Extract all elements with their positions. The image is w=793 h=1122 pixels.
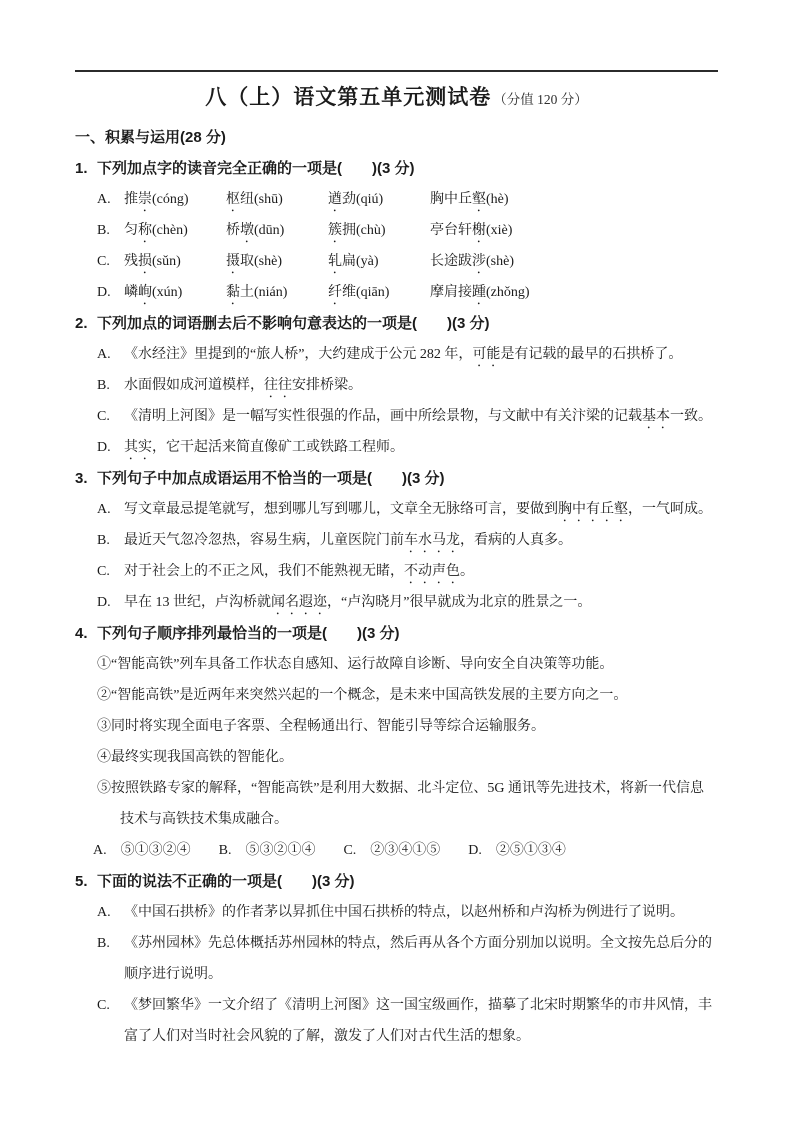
text-segment: 《苏州园林》先总体概括苏州园林的特点，然后再从各个方面分别加以说明。全文按先总后分的顺序进行说明。 bbox=[124, 936, 712, 982]
text-segment: (shè) bbox=[486, 254, 514, 269]
option-line bbox=[75, 897, 718, 928]
pronunciation-column bbox=[328, 184, 430, 215]
question-1 bbox=[75, 153, 718, 308]
text-segment: (sǔn) bbox=[152, 254, 181, 269]
option-line bbox=[75, 556, 718, 587]
emphasis-dotted-text: 不动声色 bbox=[404, 564, 460, 579]
pronunciation-column bbox=[328, 277, 430, 308]
text-segment: ②“智能高铁”是近两年来突然兴起的一个概念，是未来中国高铁发展的主要方向之一。 bbox=[97, 688, 628, 703]
option-text bbox=[124, 928, 718, 990]
pronunciation-column bbox=[226, 246, 328, 277]
text-segment: 维(qiān) bbox=[342, 285, 390, 300]
question-3 bbox=[75, 463, 718, 618]
text-segment: 土(nián) bbox=[240, 285, 288, 300]
text-segment: 劲(qiú) bbox=[342, 192, 384, 207]
text-segment: 一致。 bbox=[670, 409, 712, 424]
section-heading: 一、积累与运用(28 分) bbox=[75, 129, 226, 146]
emphasis-dotted-text: 摄 bbox=[226, 254, 240, 269]
option-label: C. bbox=[97, 254, 110, 269]
text-segment: ④最终实现我国高铁的智能化。 bbox=[97, 750, 293, 765]
text-segment: 扁(yà) bbox=[342, 254, 379, 269]
pronunciation-column bbox=[328, 215, 430, 246]
header-divider bbox=[75, 70, 718, 72]
pronunciation-column bbox=[430, 277, 532, 308]
pronunciation-column bbox=[430, 246, 532, 277]
emphasis-dotted-text: 基本 bbox=[642, 409, 670, 424]
pronunciation-column bbox=[328, 246, 430, 277]
text-segment: ①“智能高铁”列车具备工作状态自感知、运行故障自诊断、导向安全自决策等功能。 bbox=[97, 657, 614, 672]
text-segment: 长途跋 bbox=[430, 254, 472, 269]
option-label: B. bbox=[97, 936, 110, 951]
option-text bbox=[124, 184, 718, 215]
text-segment: (cóng) bbox=[152, 192, 189, 207]
emphasis-dotted-text: 轧 bbox=[328, 254, 342, 269]
option-line bbox=[75, 215, 718, 246]
question-stem bbox=[75, 866, 718, 897]
option-text bbox=[124, 401, 718, 432]
text-segment: 纽(shū) bbox=[240, 192, 283, 207]
text-segment: ，一气呵成。 bbox=[628, 502, 712, 517]
option-text bbox=[124, 246, 718, 277]
emphasis-dotted-text: 闻名遐迩 bbox=[271, 595, 327, 610]
option-label: B. bbox=[97, 378, 110, 393]
text-segment: 推 bbox=[124, 192, 138, 207]
text-segment: 取(shè) bbox=[240, 254, 282, 269]
question-stem-text: 下列句子顺序排列最恰当的一项是( )(3 分) bbox=[97, 625, 400, 642]
pronunciation-column bbox=[124, 215, 226, 246]
option-text bbox=[124, 339, 718, 370]
text-segment: A. ⑤①③②④ B. ⑤③②①④ C. ②③④①⑤ D. ②⑤①③④ bbox=[93, 843, 566, 858]
question-stem bbox=[75, 153, 718, 184]
answer-choices-row bbox=[75, 835, 718, 866]
option-label: C. bbox=[97, 409, 110, 424]
emphasis-dotted-text: 车水马龙 bbox=[404, 533, 460, 548]
pronunciation-column bbox=[430, 184, 532, 215]
option-text bbox=[124, 277, 718, 308]
text-segment: 残 bbox=[124, 254, 138, 269]
option-line bbox=[75, 401, 718, 432]
text-segment: (xún) bbox=[152, 285, 183, 300]
question-stem-text: 下列加点字的读音完全正确的一项是( )(3 分) bbox=[97, 160, 415, 177]
option-line bbox=[75, 587, 718, 618]
question-number: 1. bbox=[75, 160, 88, 177]
pronunciation-column bbox=[226, 215, 328, 246]
text-segment: 亭台轩 bbox=[430, 223, 472, 238]
emphasis-dotted-text: 壑 bbox=[472, 192, 486, 207]
paper-score-note: （分值 120 分） bbox=[493, 92, 588, 107]
question-stem-text: 下列加点的词语删去后不影响句意表达的一项是( )(3 分) bbox=[97, 315, 490, 332]
text-segment: 《清明上河图》是一幅写实性很强的作品，画中所绘景物，与文献中有关汴梁的记载 bbox=[124, 409, 642, 424]
text-segment: 最近天气忽冷忽热，容易生病，儿童医院门前 bbox=[124, 533, 404, 548]
option-text bbox=[124, 432, 718, 463]
question-stem bbox=[75, 618, 718, 649]
question-stem bbox=[75, 308, 718, 339]
question-number: 4. bbox=[75, 625, 88, 642]
question-4 bbox=[75, 618, 718, 866]
text-segment: 水面假如成河道模样， bbox=[124, 378, 264, 393]
numbered-sentence bbox=[75, 649, 718, 680]
question-number: 3. bbox=[75, 470, 88, 487]
pronunciation-column bbox=[124, 246, 226, 277]
text-segment: 胸中丘 bbox=[430, 192, 472, 207]
option-text bbox=[124, 897, 718, 928]
emphasis-dotted-text: 簇 bbox=[328, 223, 342, 238]
option-line bbox=[75, 277, 718, 308]
text-segment: ，看病的人真多。 bbox=[460, 533, 572, 548]
text-segment: 匀 bbox=[124, 223, 138, 238]
text-segment: 《梦回繁华》一文介绍了《清明上河图》这一国宝级画作，描摹了北宋时期繁华的市井风情，丰富了人们对当时社会风貌的了解，激发了人们对古代生活的想象。 bbox=[124, 998, 712, 1044]
text-segment: 早在 13 世纪，卢沟桥就 bbox=[124, 595, 271, 610]
option-label: A. bbox=[97, 192, 111, 207]
text-segment: ，它干起活来简直像矿工或铁路工程师。 bbox=[152, 440, 404, 455]
numbered-sentence bbox=[75, 680, 718, 711]
emphasis-dotted-text: 可能 bbox=[472, 347, 501, 362]
question-stem-text: 下面的说法不正确的一项是( )(3 分) bbox=[97, 873, 355, 890]
pronunciation-column bbox=[226, 184, 328, 215]
numbered-sentence bbox=[75, 742, 718, 773]
option-label: D. bbox=[97, 595, 111, 610]
text-segment: 是有记载的最早的石拱桥了。 bbox=[500, 347, 683, 362]
emphasis-dotted-text: 崇 bbox=[138, 192, 152, 207]
text-segment: (dūn) bbox=[254, 223, 285, 238]
emphasis-dotted-text: 遒 bbox=[328, 192, 342, 207]
option-text bbox=[124, 990, 718, 1052]
option-label: A. bbox=[97, 502, 111, 517]
option-line bbox=[75, 525, 718, 556]
text-segment: (zhǒng) bbox=[486, 285, 530, 300]
text-segment: 拥(chù) bbox=[342, 223, 386, 238]
emphasis-dotted-text: 胸中有丘壑 bbox=[558, 502, 628, 517]
option-label: A. bbox=[97, 905, 111, 920]
text-segment: 桥 bbox=[226, 223, 240, 238]
emphasis-dotted-text: 黏 bbox=[226, 285, 240, 300]
option-text bbox=[124, 494, 718, 525]
text-segment: 安排桥梁。 bbox=[292, 378, 362, 393]
paper-title: 八（上）语文第五单元测试卷 bbox=[205, 86, 492, 109]
text-segment: 《中国石拱桥》的作者茅以昇抓住中国石拱桥的特点，以赵州桥和卢沟桥为例进行了说明。 bbox=[124, 905, 684, 920]
option-line bbox=[75, 432, 718, 463]
emphasis-dotted-text: 踵 bbox=[472, 285, 486, 300]
pronunciation-column bbox=[124, 277, 226, 308]
emphasis-dotted-text: 称 bbox=[138, 223, 152, 238]
option-text bbox=[124, 556, 718, 587]
question-5 bbox=[75, 866, 718, 1052]
option-label: C. bbox=[97, 564, 110, 579]
question-2 bbox=[75, 308, 718, 463]
text-segment: (chèn) bbox=[152, 223, 188, 238]
numbered-sentence bbox=[75, 773, 718, 835]
text-segment: ，“卢沟晓月”很早就成为北京的胜景之一。 bbox=[327, 595, 592, 610]
pronunciation-column bbox=[226, 277, 328, 308]
emphasis-dotted-text: 枢 bbox=[226, 192, 240, 207]
text-segment: (xiè) bbox=[486, 223, 513, 238]
text-segment: ⑤按照铁路专家的解释，“智能高铁”是利用大数据、北斗定位、5G 通讯等先进技术，将新一代信息技术与高铁技术集成融合。 bbox=[97, 781, 705, 827]
option-line bbox=[75, 339, 718, 370]
option-text bbox=[124, 215, 718, 246]
emphasis-dotted-text: 涉 bbox=[472, 254, 486, 269]
paper-header bbox=[75, 80, 718, 118]
option-label: D. bbox=[97, 440, 111, 455]
text-segment: (hè) bbox=[486, 192, 509, 207]
emphasis-dotted-text: 纤 bbox=[328, 285, 342, 300]
question-number: 5. bbox=[75, 873, 88, 890]
text-segment: 《水经注》里提到的“旅人桥”，大约建成于公元 282 年， bbox=[124, 347, 473, 362]
emphasis-dotted-text: 损 bbox=[138, 254, 152, 269]
option-line bbox=[75, 246, 718, 277]
question-stem-text: 下列句子中加点成语运用不恰当的一项是( )(3 分) bbox=[97, 470, 445, 487]
emphasis-dotted-text: 峋 bbox=[138, 285, 152, 300]
text-segment: 摩肩接 bbox=[430, 285, 472, 300]
pronunciation-column bbox=[430, 215, 532, 246]
option-line bbox=[75, 494, 718, 525]
text-segment: 。 bbox=[460, 564, 474, 579]
option-line bbox=[75, 370, 718, 401]
option-label: A. bbox=[97, 347, 111, 362]
text-segment: 写文章最忌提笔就写，想到哪儿写到哪儿，文章全无脉络可言，要做到 bbox=[124, 502, 558, 517]
option-text bbox=[124, 525, 718, 556]
option-line bbox=[75, 990, 718, 1052]
option-label: B. bbox=[97, 533, 110, 548]
text-segment: ③同时将实现全面电子客票、全程畅通出行、智能引导等综合运输服务。 bbox=[97, 719, 545, 734]
option-line bbox=[75, 928, 718, 990]
emphasis-dotted-text: 其实 bbox=[124, 440, 152, 455]
option-text bbox=[124, 370, 718, 401]
questions-container bbox=[75, 153, 718, 1052]
option-text bbox=[124, 587, 718, 618]
option-label: C. bbox=[97, 998, 110, 1013]
pronunciation-column bbox=[124, 184, 226, 215]
emphasis-dotted-text: 往往 bbox=[264, 378, 292, 393]
option-line bbox=[75, 184, 718, 215]
option-label: D. bbox=[97, 285, 111, 300]
text-segment: 嶙 bbox=[124, 285, 138, 300]
text-segment: 对于社会上的不正之风，我们不能熟视无睹， bbox=[124, 564, 404, 579]
option-label: B. bbox=[97, 223, 110, 238]
numbered-sentence bbox=[75, 711, 718, 742]
emphasis-dotted-text: 榭 bbox=[472, 223, 486, 238]
question-number: 2. bbox=[75, 315, 88, 332]
emphasis-dotted-text: 墩 bbox=[240, 223, 254, 238]
question-stem bbox=[75, 463, 718, 494]
